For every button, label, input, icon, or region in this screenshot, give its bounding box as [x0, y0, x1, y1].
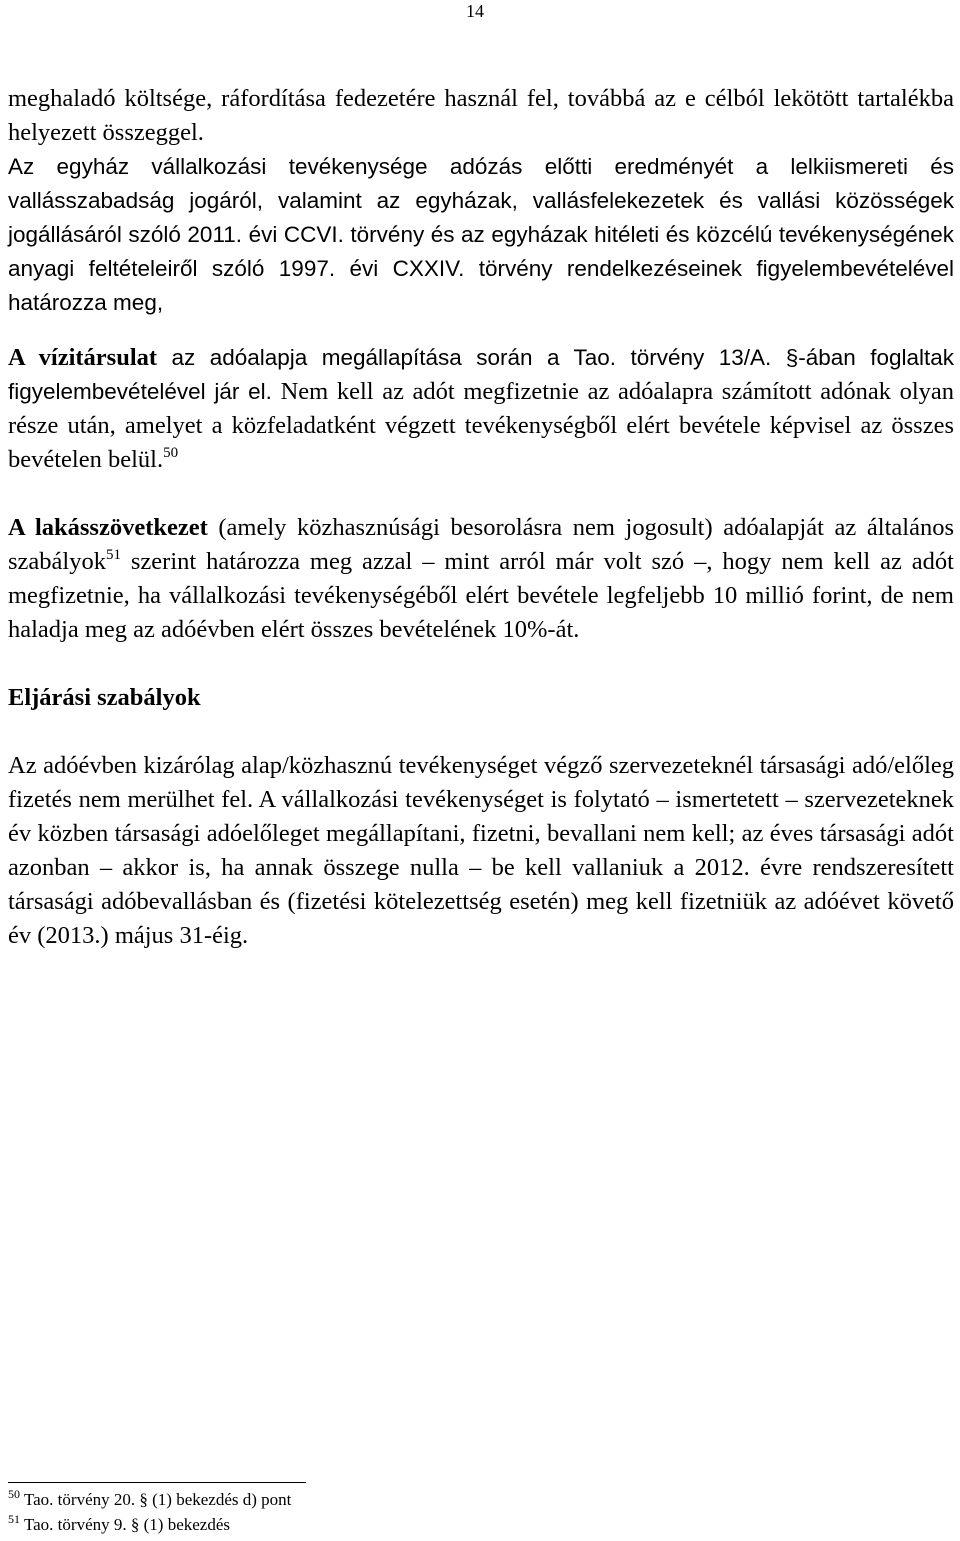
footnote-50 — [8, 1487, 608, 1512]
bold-term: A vízitársulat — [8, 344, 158, 371]
footnote-51 — [8, 1512, 608, 1537]
paragraph-continuation — [8, 82, 954, 150]
document-body — [8, 82, 954, 953]
paragraph-text: (amely közhasznúsági besorolásra nem jogosult) adóalapját az általános szabályok — [8, 514, 954, 575]
bold-term: A lakásszövetkezet — [8, 514, 208, 541]
footnotes — [8, 1487, 608, 1537]
footnote-ref-50: 50 — [163, 445, 179, 461]
paragraph-text: meghaladó költsége, ráfordítása fedezetére használ fel, továbbá az e célból lekötött tartalékba helyezett összeggel. — [8, 85, 954, 146]
paragraph-procedure — [8, 749, 954, 953]
paragraph-text: Az egyház vállalkozási tevékenysége adózás előtti eredményét a lelkiismereti és vallásszabadság jogáról, valamint az egyházak, vallásfelekezetek és vallási közösségek jogállásáról szóló 2011. évi CCVI. törvény és az egyházak hitéleti és közcélú tevékenységének anyagi feltételeiről szóló 1997. évi CXXIV. törvény rendelkezéseinek figyelembevételével határozza meg, — [8, 154, 954, 315]
footnote-number: 50 — [8, 1487, 20, 1501]
paragraph-housing-cooperative — [8, 511, 954, 647]
footnote-number: 51 — [8, 1512, 20, 1526]
footnote-text: Tao. törvény 20. § (1) bekezdés d) pont — [20, 1490, 292, 1509]
paragraph-text: szerint határozza meg azzal – mint arról már volt szó –, hogy nem kell az adót megfizetnie, ha vállalkozási tevékenységéből elért bevétele legfeljebb 10 millió forint, de nem haladja meg az adóévben elért összes bevételének 10%-át. — [8, 548, 954, 643]
page-number: 14 — [466, 1, 484, 21]
section-heading: Eljárási szabályok — [8, 684, 201, 711]
footnote-ref-51: 51 — [105, 547, 121, 563]
paragraph-text: az adóalapja megállapítása során a Tao. törvény 13/A. §-ában foglaltak figyelembevételével jár el. — [8, 345, 954, 404]
paragraph-church — [8, 150, 954, 320]
footnote-separator — [8, 1482, 306, 1483]
paragraph-text: Az adóévben kizárólag alap/közhasznú tevékenységet végző szervezeteknél társasági adó/előleg fizetés nem merülhet fel. A vállalkozási tevékenységet is folytató – ismertetett – szervezeteknek év közben társasági adóelőleget megállapítani, fizetni, bevallani nem kell; az éves társasági adót azonban – akkor is, ha annak összege nulla – be kell vallaniuk a 2012. évre rendszeresített társasági adóbevallásban és (fizetési kötelezettség esetén) meg kell fizetniük az adóévet követő év (2013.) május 31-éig. — [8, 752, 954, 949]
paragraph-water-association — [8, 341, 954, 477]
footnote-text: Tao. törvény 9. § (1) bekezdés — [20, 1515, 230, 1534]
paragraph-text: Nem kell az adót megfizetnie az adóalapra számított adónak olyan része után, amelyet a közfeladatként végzett tevékenységből elért bevétele képvisel az összes bevételen belül. — [8, 378, 955, 473]
